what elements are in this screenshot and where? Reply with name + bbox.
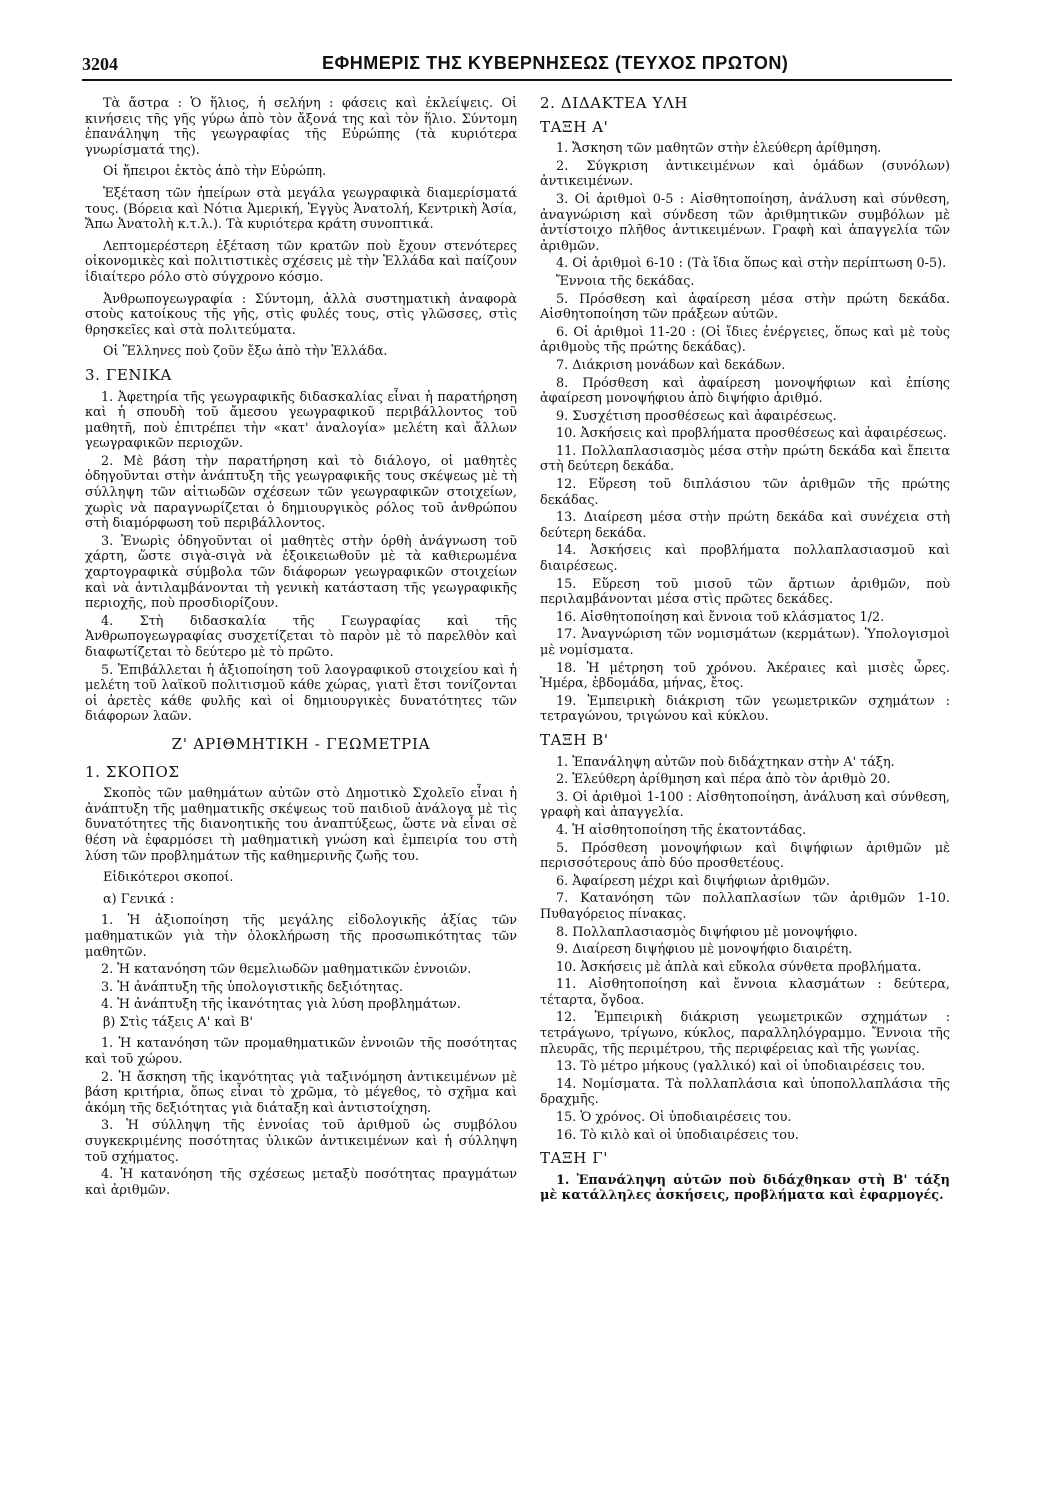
class-c-heading: ΤΑΞΗ Γ' [540,1149,608,1168]
list-item: 3. Οἱ ἀριθμοὶ 1-100 : Αἰσθητοποίηση, ἀνάλυση καὶ σύνθεση, γραφὴ καὶ ἀπαγγελία. [540,789,950,821]
list-item: 2. Ἡ ἄσκηση τῆς ἱκανότητας γιὰ ταξινόμηση ἀντικειμένων μὲ βάση κριτήρια, ὅπως εἶναι τὸ χρῶμα, τὸ μέγεθος, τὸ σχῆμα καὶ ἀκόμη τῆς δεξιότητας γιὰ διάταξη καὶ ἀντιστοίχηση. [85,1069,517,1116]
list-item: 10. Ἀσκήσεις μὲ ἁπλὰ καὶ εὔκολα σύνθετα προβλήματα. [556,959,922,975]
list-item: 19. Ἐμπειρικὴ διάκριση τῶν γεωμετρικῶν σχημάτων : τετραγώνου, τριγώνου καὶ κύκλου. [540,693,950,725]
list-item: 8. Πρόσθεση καὶ ἀφαίρεση μονοψήφιων καὶ ἐπίσης ἀφαίρεση μονοψήφιου ἀπὸ διψήφιο ἀριθμό. [540,375,950,407]
class-a-heading: ΤΑΞΗ Α' [540,117,609,136]
purpose-paragraph: Σκοπὸς τῶν μαθημάτων αὐτῶν στὸ Δημοτικὸ Σχολεῖο εἶναι ἡ ἀνάπτυξη τῆς μαθηματικῆς σκέψεως τοῦ παιδιοῦ ἀνάλογα μὲ τὶς δυνατότητες τῆς διανοητικῆς του ἀναπτύξεως, ὥστε νὰ εἶναι σὲ θέση νὰ ἐφαρμόσει τὴ μαθηματικὴ γνώση καὶ ἐμπειρία του στὴ λύση τῶν προβλημάτων τῆς καθημερινῆς ζωῆς του. [85,786,517,864]
list-item: 6. Οἱ ἀριθμοὶ 11-20 : (Οἱ ἴδιες ἐνέργειες, ὅπως καὶ μὲ τοὺς ἀριθμοὺς τῆς πρώτης δεκάδας). [540,324,950,356]
list-item: 5. Πρόσθεση καὶ ἀφαίρεση μέσα στὴν πρώτη δεκάδα. Αἰσθητοποίηση τῶν πράξεων αὐτῶν. [540,291,950,323]
list-item: 12. Ἐμπειρικὴ διάκριση γεωμετρικῶν σχημάτων : τετράγωνο, τρίγωνο, κύκλος, παραλληλόγραμμο. Ἔννοια τῆς πλευρᾶς, τῆς περιμέτρου, τῆς περιφέρειας καὶ τῆς γωνίας. [540,1010,950,1057]
list-item: 1. Ἄσκηση τῶν μαθητῶν στὴν ἐλεύθερη ἀρίθμηση. [556,141,882,157]
class-b-heading: ΤΑΞΗ Β' [540,730,609,749]
list-item: 9. Διαίρεση διψήφιου μὲ μονοψήφιο διαιρέτη. [556,942,853,958]
list-item: 1. Ἀφετηρία τῆς γεωγραφικῆς διδασκαλίας εἶναι ἡ παρατήρηση καὶ ἡ σπουδὴ τοῦ ἄμεσου γεωγραφικοῦ περιβάλλοντος τοῦ μαθητῆ, ποὺ ἐπιτρέπει τὴν «κατ' ἀναλογία» μελέτη καὶ ἄλλων γεωγραφικῶν περιοχῶν. [85,389,517,452]
right-column [540,96,950,1206]
list-item: 14. Ἀσκήσεις καὶ προβλήματα πολλαπλασιασμοῦ καὶ διαιρέσεως. [540,543,950,575]
list-item: 13. Τὸ μέτρο μήκους (γαλλικό) καὶ οἱ ὑποδιαιρέσεις του. [556,1059,926,1075]
chapter-heading: Ζ' ΑΡΙΘΜΗΤΙΚΗ - ΓΕΩΜΕΤΡΙΑ [171,734,431,753]
list-item: 16. Αἰσθητοποίηση καὶ ἔννοια τοῦ κλάσματος 1/2. [556,609,885,625]
section-heading-purpose: 1. ΣΚΟΠΟΣ [85,762,180,781]
list-item: 15. Ὁ χρόνος. Οἱ ὑποδιαιρέσεις του. [556,1110,792,1126]
list-item: 13. Διαίρεση μέσα στὴν πρώτη δεκάδα καὶ συνέχεια στὴ δεύτερη δεκάδα. [540,510,950,541]
list-item: 3. Ἡ ἀνάπτυξη τῆς ὑπολογιστικῆς δεξιότητας. [101,979,404,995]
list-item: 1. Ἡ ἀξιοποίηση τῆς μεγάλης εἰδολογικῆς ἀξίας τῶν μαθηματικῶν γιὰ τὴν ὁλοκλήρωση τῆς προσωπικότητας τῶν μαθητῶν. [85,913,517,960]
intro-paragraph: Λεπτομερέστερη ἐξέταση τῶν κρατῶν ποὺ ἔχουν στενότερες οἰκονομικὲς καὶ πολιτιστικὲς σχέσεις μὲ τὴν Ἑλλάδα καὶ παίζουν ἰδιαίτερο ρόλο στὸ σύγχρονο κόσμο. [85,238,517,285]
list-item: 4. Οἱ ἀριθμοὶ 6-10 : (Τὰ ἴδια ὅπως καὶ στὴν περίπτωση 0-5). [556,256,947,272]
class-b-list [540,755,950,1144]
list-item: 4. Ἡ ἀνάπτυξη τῆς ἱκανότητας γιὰ λύση προβλημάτων. [101,997,461,1013]
list-item: 18. Ἡ μέτρηση τοῦ χρόνου. Ἀκέραιες καὶ μισὲς ὧρες. Ἡμέρα, ἑβδομάδα, μήνας, ἔτος. [540,660,950,692]
list-item: 9. Συσχέτιση προσθέσεως καὶ ἀφαιρέσεως. [556,408,837,424]
intro-paragraph: Ἐξέταση τῶν ἠπείρων στὰ μεγάλα γεωγραφικὰ διαμερίσματά τους. (Βόρεια καὶ Νότια Ἀμερική, Ἐγγὺς Ἀνατολή, Κεντρικὴ Ἀσία, Ἄπω Ἀνατολὴ κ.τ.λ.). Τὰ κυριότερα κράτη συνοπτικά. [85,185,517,233]
intro-paragraph: Τὰ ἄστρα : Ὁ ἥλιος, ἡ σελήνη : φάσεις καὶ ἐκλείψεις. Οἱ κινήσεις τῆς γῆς γύρω ἀπὸ τὸν ἄξονά της καὶ τὸν ἥλιο. Σύντομη ἐπανάληψη τῆς γεωγραφίας τῆς Εὐρώπης (τὰ κυριότερα γνωρίσματά της). [85,96,517,158]
list-item: 5. Ἐπιβάλλεται ἡ ἀξιοποίηση τοῦ λαογραφικοῦ στοιχείου καὶ ἡ μελέτη τοῦ λαϊκοῦ πολιτισμοῦ κάθε χώρας, γιατὶ ἔτσι τονίζονται οἱ ἀρετὲς κάθε φυλῆς καὶ οἱ δημιουργικὲς δυνατότητες τῶν διάφορων λαῶν. [85,662,517,725]
general-aims-list [85,913,517,1013]
list-item: 7. Κατανόηση τῶν πολλαπλασίων τῶν ἀριθμῶν 1-10. Πυθαγόρειος πίνακας. [540,891,950,922]
list-item: 2. Μὲ βάση τὴν παρατήρηση καὶ τὸ διάλογο, οἱ μαθητὲς ὁδηγοῦνται στὴν ἀνάπτυξη τῆς γεωγραφικῆς τους σκέψεως μὲ τὴ σύλληψη τῶν αἰτιωδῶν σχέσεων τῶν γεωγραφικῶν στοιχείων, χωρὶς νὰ παραγνωρίζεται ὁ δημιουργικὸς ρόλος τοῦ ἀνθρώπου στὴ διαμόρφωση τοῦ περιβάλλοντος. [85,453,517,532]
list-item: 15. Εὕρεση τοῦ μισοῦ τῶν ἄρτιων ἀριθμῶν, ποὺ περιλαμβάνονται μέσα στὶς πρῶτες δεκάδες. [540,576,950,608]
list-item: 16. Τὸ κιλὸ καὶ οἱ ὑποδιαιρέσεις του. [556,1127,799,1143]
list-item: 3. Ἐνωρὶς ὁδηγοῦνται οἱ μαθητὲς στὴν ὀρθὴ ἀνάγνωση τοῦ χάρτη, ὥστε σιγὰ-σιγὰ νὰ ἐξοικειωθοῦν μὲ τὰ καθιερωμένα χαρτογραφικὰ σύμβολα τῶν διάφορων γεωγραφικῶν στοιχείων καὶ νὰ ἀντιλαμβάνονται τὴ γενικὴ κατάσταση τῆς γεωγραφικῆς περιοχῆς, ποὺ προσδιορίζουν. [85,533,517,612]
intro-paragraph: Οἱ ἤπειροι ἐκτὸς ἀπὸ τὴν Εὐρώπη. [103,164,327,180]
class-aims-list [85,1036,517,1198]
list-item: 11. Πολλαπλασιασμὸς μέσα στὴν πρώτη δεκάδα καὶ ἔπειτα στὴ δεύτερη δεκάδα. [540,443,950,475]
left-column [85,96,517,1200]
list-item: 17. Ἀναγνώριση τῶν νομισμάτων (κερμάτων). Ὑπολογισμοὶ μὲ νομίσματα. [540,627,950,658]
list-item: 1. Ἐπανάληψη αὐτῶν ποὺ διδάχθηκαν στὴ Β' τάξη μὲ κατάλληλες ἀσκήσεις, προβλήματα καὶ ἐφαρμογές. [540,1172,950,1204]
general-aims-label: α) Γενικά : [103,891,175,907]
section-heading-general: 3. ΓΕΝΙΚΑ [85,365,172,384]
journal-title: ΕΦΗΜΕΡΙΣ ΤΗΣ ΚΥΒΕΡΝΗΣΕΩΣ (ΤΕΥΧΟΣ ΠΡΩΤΟΝ) [322,53,789,73]
list-item: 12. Εὕρεση τοῦ διπλάσιου τῶν ἀριθμῶν τῆς πρώτης δεκάδας. [540,477,950,508]
list-item: 4. Στὴ διδασκαλία τῆς Γεωγραφίας καὶ τῆς Ἀνθρωπογεωγραφίας συσχετίζεται τὸ παρὸν μὲ τὸ παρελθὸν καὶ διαφωτίζεται τὸ δεύτερο μὲ τὸ πρῶτο. [85,613,517,660]
list-item: 2. Ἐλεύθερη ἀρίθμηση καὶ πέρα ἀπὸ τὸν ἀριθμὸ 20. [556,772,891,788]
section-heading-material: 2. ΔΙΔΑΚΤΕΑ ΥΛΗ [540,94,689,112]
list-item: 4. Ἡ αἰσθητοποίηση τῆς ἑκατοντάδας. [556,822,807,838]
list-item: 6. Ἀφαίρεση μέχρι καὶ διψήφιων ἀριθμῶν. [556,873,830,889]
list-item: 3. Οἱ ἀριθμοὶ 0-5 : Αἰσθητοποίηση, ἀνάλυση καὶ σύνθεση, ἀναγνώριση καὶ σύνδεση τῶν ἀριθμητικῶν συμβόλων μὲ ἀντίστοιχο πλῆθος ἀντικειμένων. Γραφὴ καὶ ἀπαγγελία τῶν ἀριθμῶν. [540,191,950,254]
list-item: 14. Νομίσματα. Τὰ πολλαπλάσια καὶ ὑποπολλαπλάσια τῆς δραχμῆς. [540,1076,950,1108]
list-item: 5. Πρόσθεση μονοψήφιων καὶ διψήφιων ἀριθμῶν μὲ περισσότερους ἀπὸ δύο προσθετέους. [540,840,950,872]
list-item: 11. Αἰσθητοποίηση καὶ ἔννοια κλασμάτων : δεύτερα, τέταρτα, ὄγδοα. [540,977,950,1008]
class-a-list [540,141,950,725]
list-item: 3. Ἡ σύλληψη τῆς ἐννοίας τοῦ ἀριθμοῦ ὡς συμβόλου συγκεκριμένης ποσότητας ὑλικῶν ἀντικειμένων καὶ ἡ σύλληψη τοῦ σχήματος. [85,1118,517,1165]
intro-paragraph: Ἀνθρωπογεωγραφία : Σύντομη, ἀλλὰ συστηματικὴ ἀναφορὰ στοὺς κατοίκους τῆς γῆς, στὶς φυλές τους, στὶς γλῶσσες, στὶς θρησκεῖες καὶ στὰ πολιτεύματα. [85,291,517,338]
list-item: 10. Ἀσκήσεις καὶ προβλήματα προσθέσεως καὶ ἀφαιρέσεως. [556,426,947,442]
list-item: 2. Σύγκριση ἀντικειμένων καὶ ὁμάδων (συνόλων) ἀντικειμένων. [540,158,950,190]
general-list [85,390,517,725]
class-c-list [540,1173,950,1204]
page-number: 3204 [82,54,118,74]
list-item: 1. Ἡ κατανόηση τῶν προμαθηματικῶν ἐννοιῶν τῆς ποσότητας καὶ τοῦ χώρου. [85,1036,517,1068]
intro-paragraph: Οἱ Ἕλληνες ποὺ ζοῦν ἔξω ἀπὸ τὴν Ἑλλάδα. [103,344,388,360]
header-rule [82,79,952,81]
list-item: 1. Ἐπανάληψη αὐτῶν ποὺ διδάχτηκαν στὴν Α' τάξη. [556,754,895,770]
list-item: Ἔννοια τῆς δεκάδας. [556,273,695,289]
list-item: 4. Ἡ κατανόηση τῆς σχέσεως μεταξὺ ποσότητας πραγμάτων καὶ ἀριθμῶν. [85,1167,517,1198]
list-item: 2. Ἡ κατανόηση τῶν θεμελιωδῶν μαθηματικῶν ἐννοιῶν. [101,962,472,978]
specific-aims-label: Εἰδικότεροι σκοποί. [103,870,234,886]
classes-aims-label: β) Στὶς τάξεις Α' καὶ Β' [103,1014,253,1030]
list-item: 7. Διάκριση μονάδων καὶ δεκάδων. [556,357,786,373]
page-header [82,50,952,80]
list-item: 8. Πολλαπλασιασμὸς διψήφιου μὲ μονοψήφιο. [556,924,858,940]
